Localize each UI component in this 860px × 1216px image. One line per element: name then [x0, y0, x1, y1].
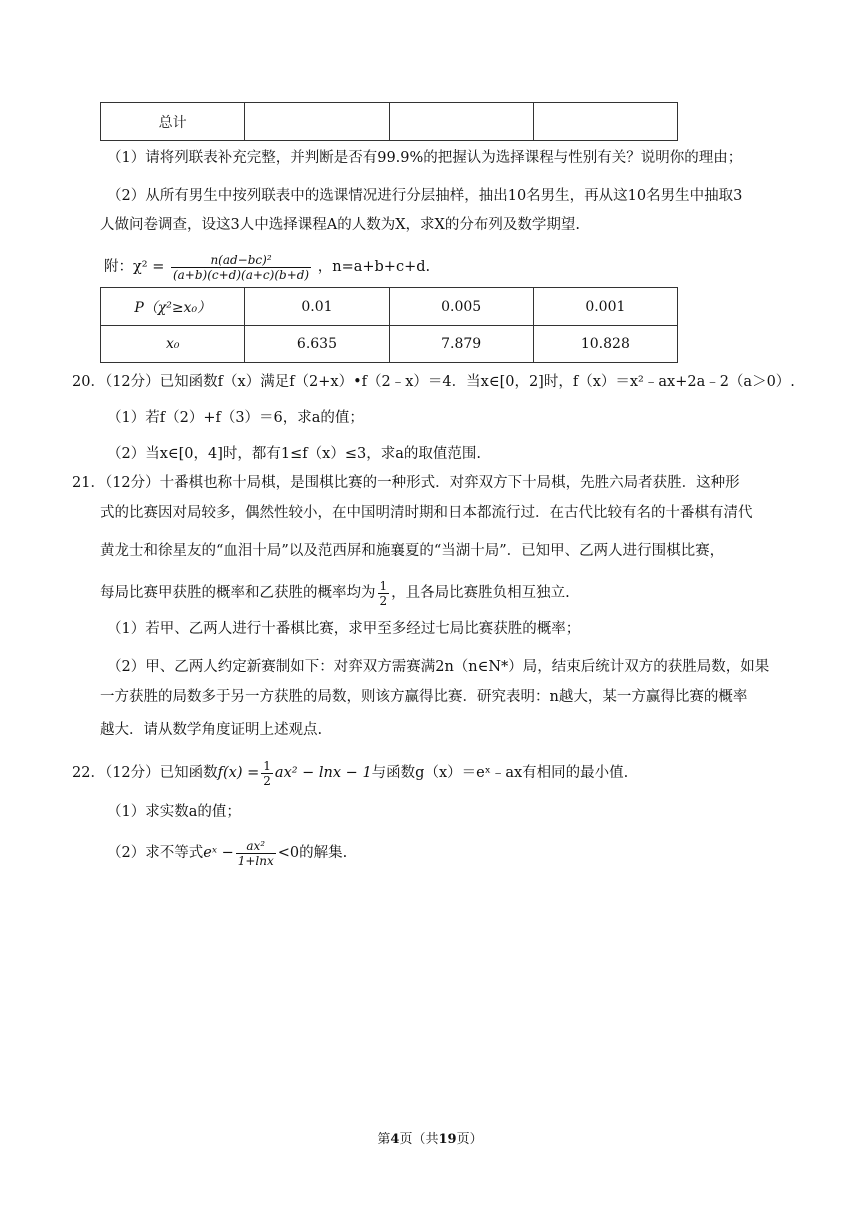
- q21-line4: [100, 576, 570, 610]
- appendix-prefix: 附：χ² =: [104, 259, 165, 275]
- q20-stem: 20．（12分）已知函数f（x）满足f（2+x）•f（2﹣x）＝4．当x∈[0，2]时，f（x）＝x²﹣ax+2a﹣2（a＞0）.: [72, 374, 795, 390]
- table-row: [101, 288, 678, 326]
- q19-part1: （1）请将列联表补充完整，并判断是否有99.9%的把握认为选择课程与性别有关？说明你的理由；: [107, 150, 743, 166]
- footer-mid: 页（共: [399, 1132, 439, 1147]
- fraction-numerator: ax²: [236, 839, 276, 854]
- q21-line1: 21．（12分）十番棋也称十局棋，是围棋比赛的一种形式．对弈双方下十局棋，先胜六局者获胜．这种形: [72, 475, 740, 491]
- table-row: [101, 326, 678, 363]
- table-cell: 10.828: [533, 326, 677, 363]
- half-fraction: [261, 759, 273, 788]
- chi-square-table: [100, 287, 678, 363]
- q21-part1: （1）若甲、乙两人进行十番棋比赛，求甲至多经过七局比赛获胜的概率；: [107, 621, 581, 637]
- q21-part2-line1: （2）甲、乙两人约定新赛制如下：对弈双方需赛满2n（n∈N*）局，结束后统计双方的获胜局数，如果: [107, 659, 770, 675]
- table-cell: 7.879: [389, 326, 533, 363]
- q22-part2-prefix: （2）求不等式: [107, 845, 204, 861]
- q22-part1: （1）求实数a的值；: [107, 804, 241, 820]
- contingency-table-total-row: [100, 102, 678, 141]
- q20-part2: （2）当x∈[0，4]时，都有1≤f（x）≤3，求a的取值范围.: [107, 446, 481, 462]
- q19-appendix-formula: [104, 252, 430, 282]
- q21-line3: 黄龙士和徐星友的“血泪十局”以及范西屏和施襄夏的“当湖十局”．已知甲、乙两人进行围棋比赛，: [100, 543, 725, 559]
- half-fraction: [378, 579, 390, 608]
- total-cell: [389, 103, 533, 141]
- q22-part2: [107, 836, 347, 870]
- q21-line4-tail: ，且各局比赛胜负相互独立.: [391, 585, 570, 601]
- fraction-denominator: 1+lnx: [237, 853, 274, 868]
- table-cell: 0.005: [389, 288, 533, 326]
- chi-square-numerator: n(ad−bc)²: [171, 253, 311, 268]
- q22-stem: [72, 756, 628, 790]
- f-definition-rhs: ax² − lnx − 1: [274, 765, 372, 781]
- chi-square-fraction: [171, 253, 311, 282]
- q19-part2-line1: （2）从所有男生中按列联表中的选课情况进行分层抽样，抽出10名男生，再从这10名男生中抽取3: [107, 188, 743, 204]
- q21-line4-text: 每局比赛甲获胜的概率和乙获胜的概率均为: [100, 585, 376, 601]
- table-row-label: P（χ²≥x₀）: [101, 288, 245, 326]
- q20-part1: （1）若f（2）+f（3）＝6，求a的值；: [107, 410, 364, 426]
- table-cell: 0.001: [533, 288, 677, 326]
- fraction-numerator: 1: [263, 758, 271, 773]
- q19-part2-line2: 人做问卷调查，设这3人中选择课程A的人数为X，求X的分布列及数学期望.: [100, 217, 580, 233]
- inequality-lhs: eˣ −: [203, 845, 234, 861]
- q22-stem-prefix: 22．（12分）已知函数: [72, 765, 218, 781]
- total-cell: [245, 103, 389, 141]
- fraction-denominator: 2: [263, 773, 271, 788]
- q21-line2: 式的比赛因对局较多，偶然性较小，在中国明清时期和日本都流行过．在古代比较有名的十番棋有清代: [100, 505, 753, 521]
- fraction-numerator: 1: [379, 578, 388, 593]
- q21-part2-line2: 一方获胜的局数多于另一方获胜的局数，则该方赢得比赛．研究表明：n越大，某一方赢得比赛的概率: [100, 689, 748, 705]
- table-row-label: x₀: [101, 326, 245, 363]
- table-cell: 6.635: [245, 326, 389, 363]
- f-definition-lhs: f(x) =: [217, 765, 260, 781]
- q22-stem-suffix: 与函数g（x）＝eˣ﹣ax有相同的最小值.: [371, 765, 629, 781]
- page-number: 4: [390, 1132, 400, 1147]
- inequality-fraction: [236, 839, 276, 868]
- page-footer: [0, 1128, 860, 1147]
- q21-part2-line3: 越大．请从数学角度证明上述观点.: [100, 722, 323, 738]
- table-cell: 0.01: [245, 288, 389, 326]
- total-pages: 19: [438, 1132, 457, 1147]
- footer-prefix: 第: [377, 1132, 391, 1147]
- fraction-denominator: 2: [379, 593, 388, 608]
- q22-part2-suffix: <0的解集.: [277, 845, 348, 861]
- total-cell: [533, 103, 677, 141]
- appendix-suffix: ，n=a+b+c+d.: [317, 259, 431, 275]
- chi-square-denominator: (a+b)(c+d)(a+c)(b+d): [172, 267, 310, 282]
- total-row-label: 总计: [101, 103, 245, 141]
- footer-suffix: 页）: [456, 1132, 483, 1147]
